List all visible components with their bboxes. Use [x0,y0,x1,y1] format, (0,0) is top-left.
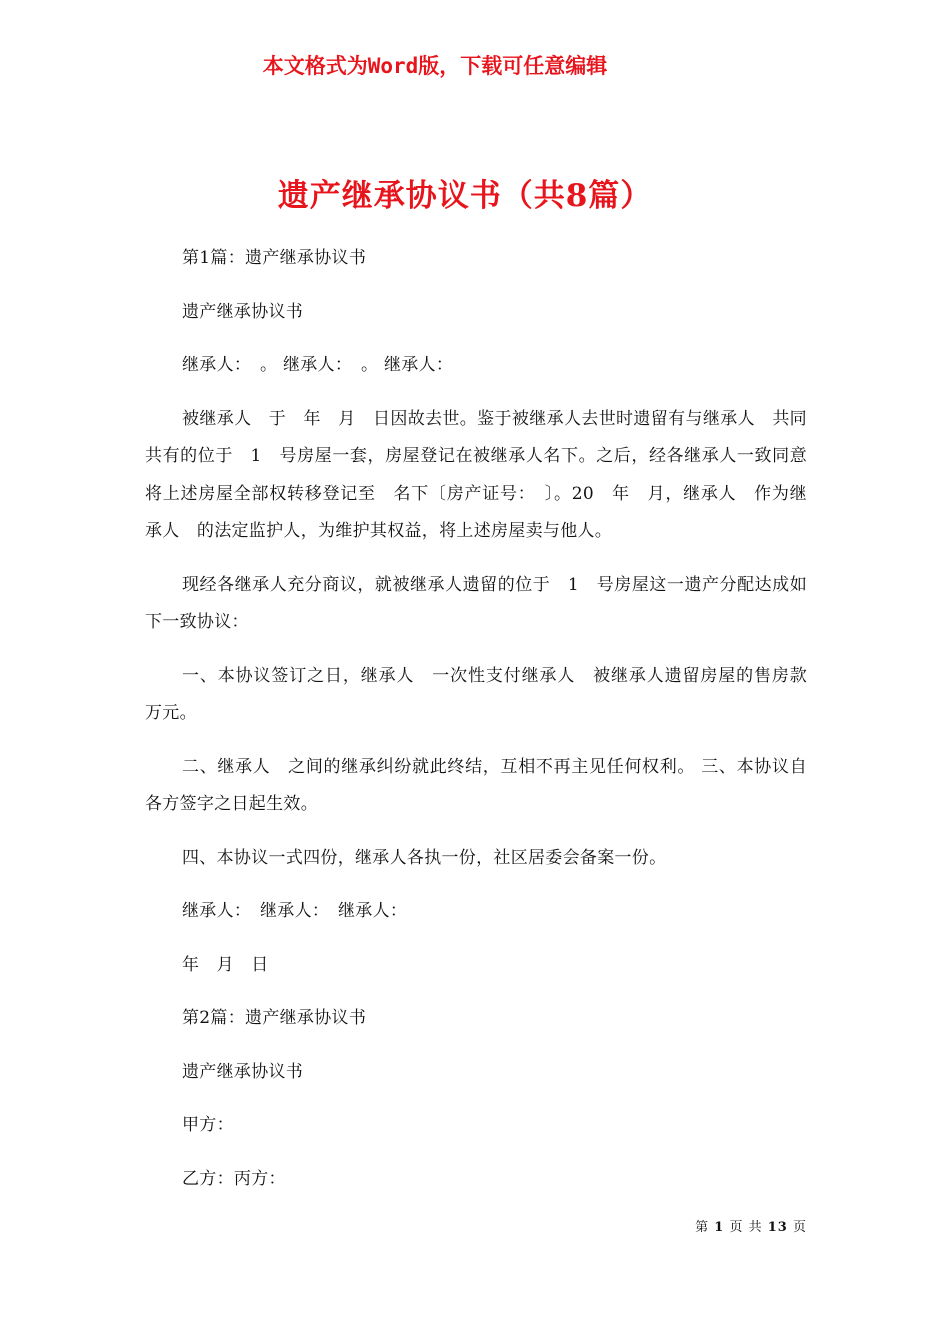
section-heading-2: 第2篇：遗产继承协议书 [182,1008,367,1028]
party-b-c-line: 乙方：丙方： [182,1168,286,1189]
footer-middle: 页 共 [729,1220,763,1235]
section-heading-1: 第1篇：遗产继承协议书 [182,248,367,268]
clause-4: 四、本协议一式四份，继承人各执一份，社区居委会备案一份。 [182,847,667,868]
agreement-title-1: 遗产继承协议书 [182,301,304,322]
heirs-line: 继承人： 。 继承人： 。 继承人： [182,355,454,375]
footer-prefix: 第 [695,1220,710,1235]
date-line: 年 月 日 [182,954,269,975]
negotiation-paragraph: 现经各继承人充分商议，就被继承人遗留的位于 1 号房屋这一遗产分配达成如下一致协议： [145,574,807,632]
total-page-count: 13 [767,1220,788,1235]
footer-suffix: 页 [792,1220,807,1235]
page-footer [695,1216,807,1235]
clause-1: 一、本协议签订之日，继承人 一次性支付继承人 被继承人遗留房屋的售房款 万元。 [145,665,825,723]
current-page-number: 1 [714,1220,725,1235]
background-paragraph: 被继承人 于 年 月 日因故去世。鉴于被继承人去世时遗留有与继承人 共同共有的位于 1 号房屋一套，房屋登记在被继承人名下。之后，经各继承人一致同意将上述房屋全部权转移登记至 名下〔房产证号： 〕。20 年 月，继承人 作为继承人 的法定监护人，为维护其权益，将上述房屋卖与他人。 [145,408,807,541]
agreement-title-2: 遗产继承协议书 [182,1061,304,1082]
format-notice-banner: 本文格式为Word版，下载可任意编辑 [262,54,608,78]
clause-2-3: 二、继承人 之间的继承纠纷就此终结，互相不再主见任何权利。 三、本协议自各方签字之日起生效。 [145,756,807,814]
signature-heirs-line: 继承人： 继承人： 继承人： [182,901,408,921]
document-body [145,240,825,1214]
party-a-line: 甲方： [182,1115,234,1135]
document-title: 遗产继承协议书（共8篇） [277,178,653,214]
